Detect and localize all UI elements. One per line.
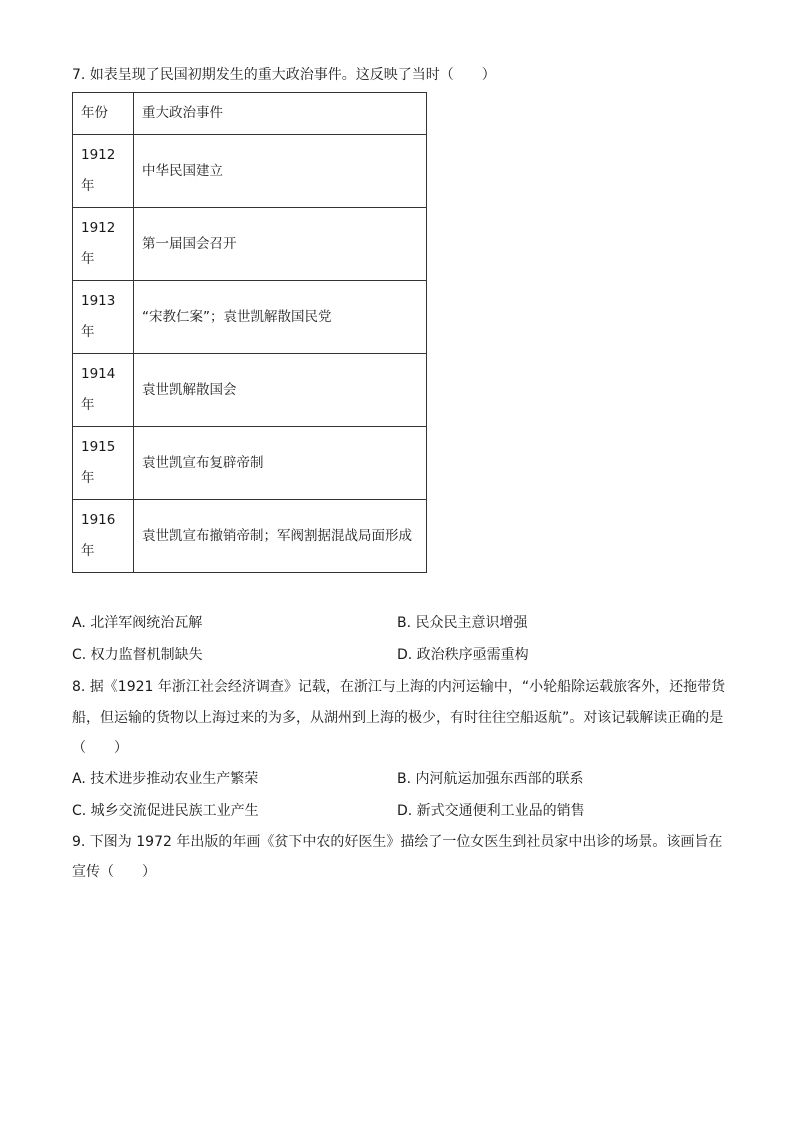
question-8-stem-line-1: 8. 据《1921 年浙江社会经济调查》记载，在浙江与上海的内河运输中，“小轮船除运载旅客外，还拖带货 (72, 679, 726, 695)
question-8-option-d: D. 新式交通便利工业品的销售 (397, 803, 585, 819)
question-9-stem-line-2: 宣传（ ） (72, 864, 156, 880)
row-year: 1914年 (73, 354, 134, 427)
table-header-row (73, 93, 427, 135)
row-event: 袁世凯宣布撤销帝制；军阀割据混战局面形成 (134, 500, 427, 573)
question-7-option-b: B. 民众民主意识增强 (397, 615, 528, 631)
row-event: 袁世凯宣布复辟帝制 (134, 427, 427, 500)
question-7-stem: 7. 如表呈现了民国初期发生的重大政治事件。这反映了当时（ ） (72, 67, 496, 83)
row-year: 1912年 (73, 135, 134, 208)
table-row (73, 427, 427, 500)
political-events-table (72, 92, 427, 573)
row-event: “宋教仁案”；袁世凯解散国民党 (134, 281, 427, 354)
table-row (73, 500, 427, 573)
table-row (73, 208, 427, 281)
row-event: 第一届国会召开 (134, 208, 427, 281)
question-8-stem-line-3: （ ） (72, 740, 128, 756)
row-year: 1916年 (73, 500, 134, 573)
row-year: 1913年 (73, 281, 134, 354)
question-9-stem-line-1: 9. 下图为 1972 年出版的年画《贫下中农的好医生》描绘了一位女医生到社员家中出诊的场景。该画旨在 (72, 834, 723, 850)
row-year: 1912年 (73, 208, 134, 281)
question-8-option-c: C. 城乡交流促进民族工业产生 (72, 803, 259, 819)
table-row (73, 354, 427, 427)
table-row (73, 135, 427, 208)
row-event: 中华民国建立 (134, 135, 427, 208)
header-event: 重大政治事件 (134, 93, 427, 135)
row-event: 袁世凯解散国会 (134, 354, 427, 427)
header-year: 年份 (73, 93, 134, 135)
question-7-option-d: D. 政治秩序亟需重构 (397, 647, 529, 663)
table-row (73, 281, 427, 354)
question-7-option-c: C. 权力监督机制缺失 (72, 647, 203, 663)
question-7-option-a: A. 北洋军阀统治瓦解 (72, 615, 203, 631)
question-8-stem-line-2: 船，但运输的货物以上海过来的为多，从湖州到上海的极少，有时往往空船返航”。对该记载解读正确的是 (72, 710, 724, 726)
row-year: 1915年 (73, 427, 134, 500)
question-8-option-b: B. 内河航运加强东西部的联系 (397, 771, 584, 787)
question-8-option-a: A. 技术进步推动农业生产繁荣 (72, 771, 259, 787)
